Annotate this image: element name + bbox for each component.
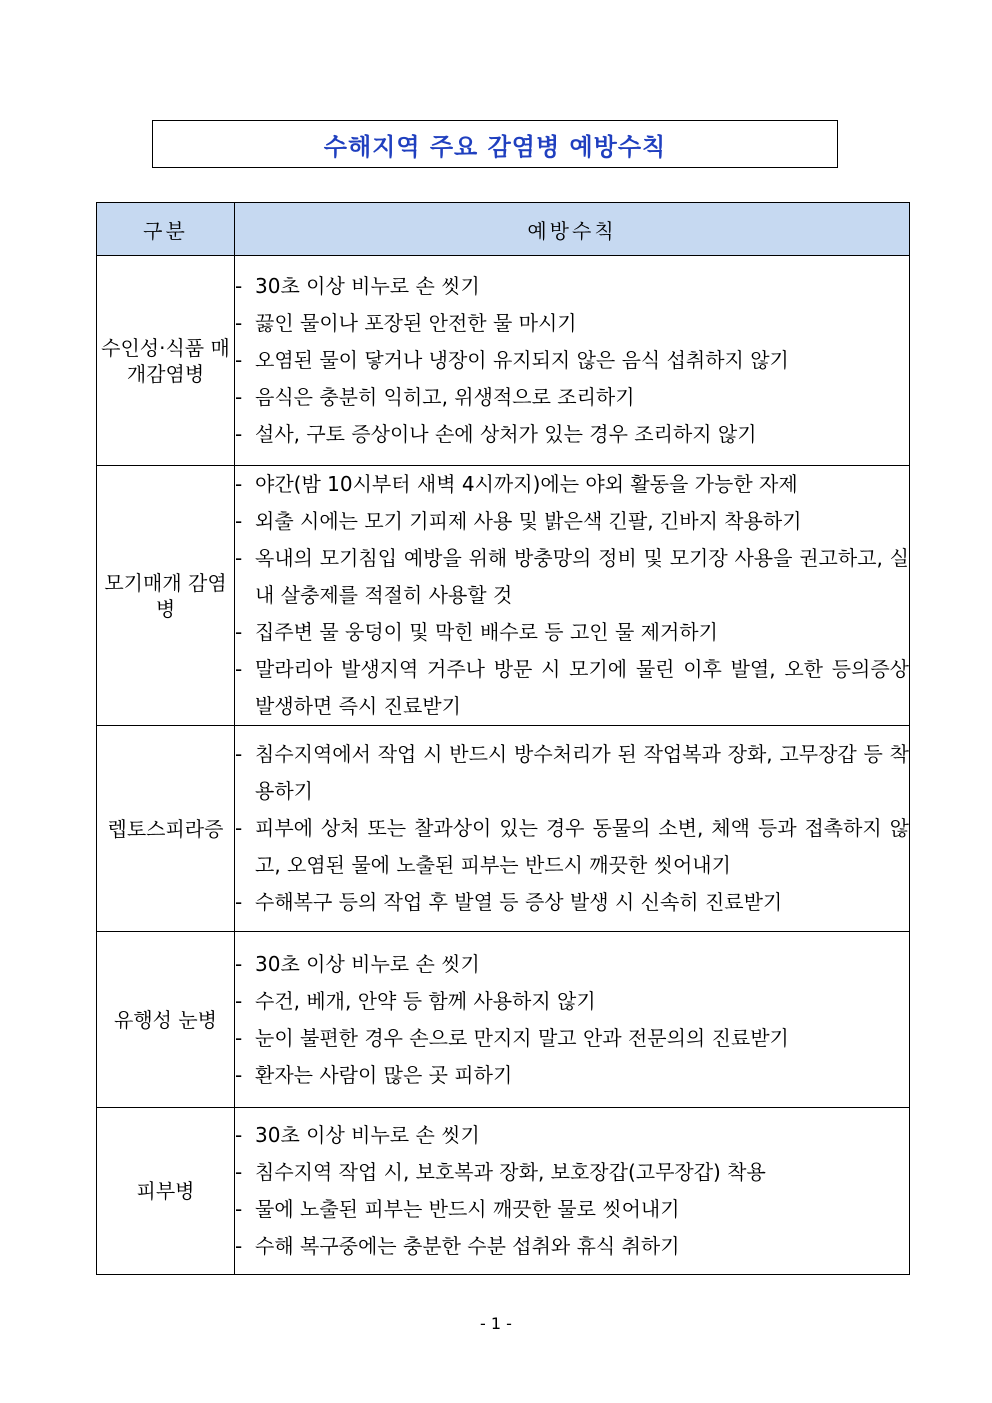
- bullet-dash: -: [235, 890, 243, 914]
- bullet-dash: -: [235, 348, 243, 372]
- rule-list: [235, 1117, 909, 1265]
- bullet-dash: -: [235, 509, 243, 533]
- rule-list: [235, 736, 909, 921]
- row-category: 수인성·식품 매개감염병: [97, 256, 235, 466]
- list-item: - 물에 노출된 피부는 반드시 깨끗한 물로 씻어내기: [235, 1191, 909, 1228]
- table-row: [97, 256, 910, 466]
- table-row: [97, 932, 910, 1108]
- table-header-row: [97, 203, 910, 256]
- bullet-dash: -: [235, 472, 243, 496]
- bullet-dash: -: [235, 657, 243, 681]
- list-item: - 외출 시에는 모기 기피제 사용 및 밝은색 긴팔, 긴바지 착용하기: [235, 503, 909, 540]
- bullet-dash: -: [235, 620, 243, 644]
- list-item: - 설사, 구토 증상이나 손에 상처가 있는 경우 조리하지 않기: [235, 416, 909, 453]
- list-item: - 음식은 충분히 익히고, 위생적으로 조리하기: [235, 379, 909, 416]
- list-item: - 30초 이상 비누로 손 씻기: [235, 1117, 909, 1154]
- bullet-dash: -: [235, 422, 243, 446]
- bullet-dash: -: [235, 1160, 243, 1184]
- row-category: 모기매개 감염병: [97, 466, 235, 726]
- bullet-dash: -: [235, 816, 243, 840]
- bullet-dash: -: [235, 1123, 243, 1147]
- rule-list: [235, 268, 909, 453]
- bullet-dash: -: [235, 546, 243, 570]
- list-item: - 오염된 물이 닿거나 냉장이 유지되지 않은 음식 섭취하지 않기: [235, 342, 909, 379]
- list-item: - 말라리아 발생지역 거주나 방문 시 모기에 물린 이후 발열, 오한 등의증상 발생하면 즉시 진료받기: [235, 651, 909, 725]
- list-item: - 수건, 베개, 안약 등 함께 사용하지 않기: [235, 983, 909, 1020]
- bullet-dash: -: [235, 274, 243, 298]
- row-category: 유행성 눈병: [97, 932, 235, 1108]
- header-rules: 예방수칙: [235, 203, 910, 256]
- list-item: - 침수지역에서 작업 시 반드시 방수처리가 된 작업복과 장화, 고무장갑 등 착용하기: [235, 736, 909, 810]
- list-item: - 옥내의 모기침입 예방을 위해 방충망의 정비 및 모기장 사용을 권고하고, 실내 살충제를 적절히 사용할 것: [235, 540, 909, 614]
- bullet-dash: -: [235, 742, 243, 766]
- list-item: - 수해 복구중에는 충분한 수분 섭취와 휴식 취하기: [235, 1228, 909, 1265]
- table-row: [97, 726, 910, 932]
- bullet-dash: -: [235, 1025, 243, 1050]
- header-category: 구분: [97, 203, 235, 256]
- list-item: - 눈이 불편한 경우 손으로 만지지 말고 안과 전문의의 진료받기: [235, 1020, 909, 1057]
- list-item: - 침수지역 작업 시, 보호복과 장화, 보호장갑(고무장갑) 착용: [235, 1154, 909, 1191]
- table-row: [97, 466, 910, 726]
- bullet-dash: -: [235, 385, 243, 409]
- list-item: - 집주변 물 웅덩이 및 막힌 배수로 등 고인 물 제거하기: [235, 614, 909, 651]
- row-category: 렙토스피라증: [97, 726, 235, 932]
- bullet-dash: -: [235, 1234, 243, 1258]
- rule-list: [235, 466, 909, 725]
- bullet-dash: -: [235, 951, 243, 976]
- list-item: - 야간(밤 10시부터 새벽 4시까지)에는 야외 활동을 가능한 자제: [235, 466, 909, 503]
- list-item: - 30초 이상 비누로 손 씻기: [235, 946, 909, 983]
- list-item: - 수해복구 등의 작업 후 발열 등 증상 발생 시 신속히 진료받기: [235, 884, 909, 921]
- list-item: - 30초 이상 비누로 손 씻기: [235, 268, 909, 305]
- prevention-table: [96, 202, 910, 1275]
- bullet-dash: -: [235, 1197, 243, 1221]
- rule-list: [235, 946, 909, 1094]
- bullet-dash: -: [235, 1062, 243, 1087]
- page-number: - 1 -: [480, 1314, 512, 1333]
- bullet-dash: -: [235, 988, 243, 1013]
- bullet-dash: -: [235, 311, 243, 335]
- list-item: - 끓인 물이나 포장된 안전한 물 마시기: [235, 305, 909, 342]
- list-item: - 환자는 사람이 많은 곳 피하기: [235, 1057, 909, 1094]
- list-item: - 피부에 상처 또는 찰과상이 있는 경우 동물의 소변, 체액 등과 접촉하지 않고, 오염된 물에 노출된 피부는 반드시 깨끗한 씻어내기: [235, 810, 909, 884]
- page-title: 수해지역 주요 감염병 예방수칙: [323, 132, 667, 161]
- title-box: [152, 120, 838, 168]
- row-category: 피부병: [97, 1108, 235, 1275]
- table-row: [97, 1108, 910, 1275]
